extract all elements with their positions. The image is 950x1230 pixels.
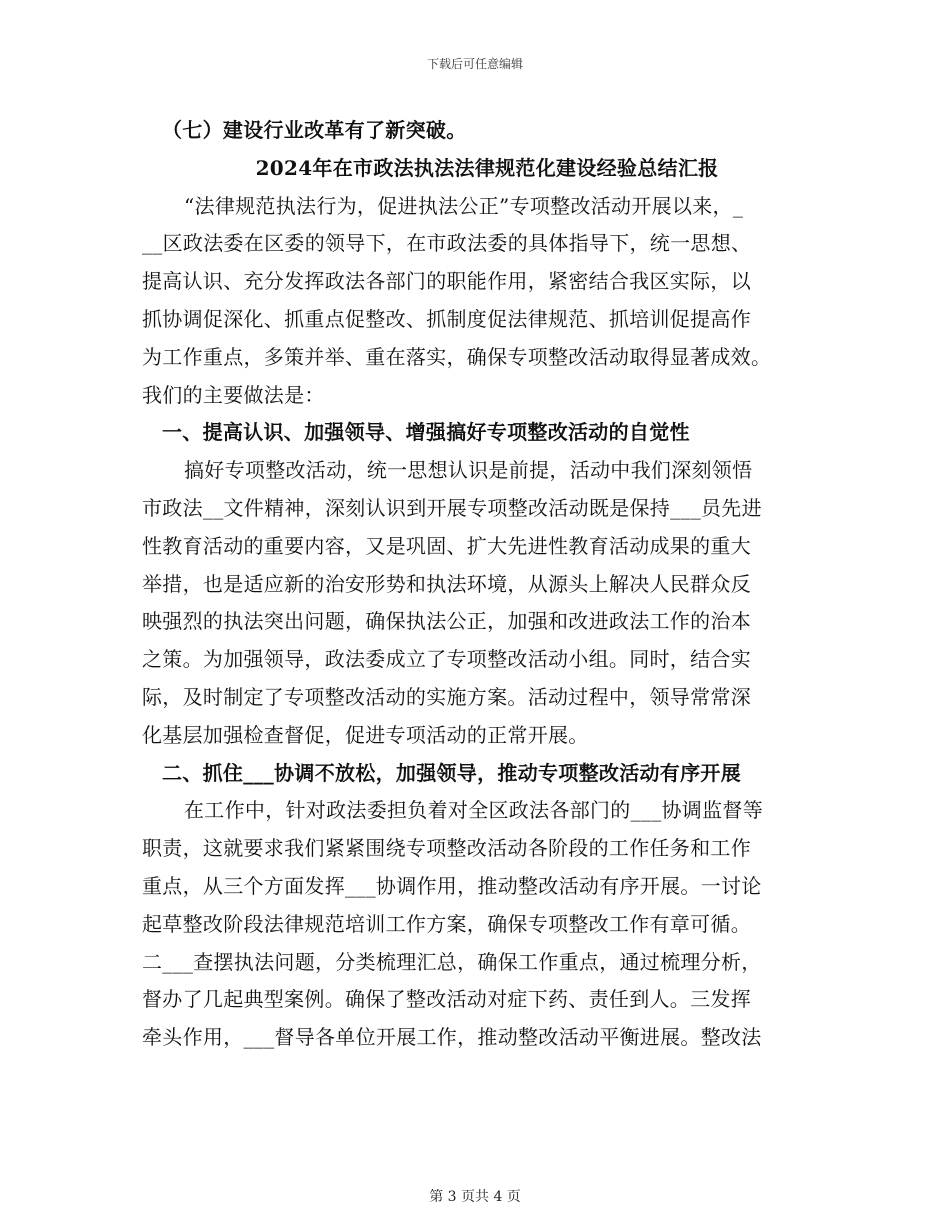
page-footer: 第 3 页共 4 页	[429, 1189, 521, 1205]
paragraph-line: 牵头作用，___督导各单位开展工作，推动整改活动平衡进展。整改法	[142, 1025, 762, 1050]
paragraph-line: 搞好专项整改活动，统一思想认识是前提，活动中我们深刻领悟	[184, 458, 753, 483]
intro-paragraph	[142, 188, 832, 415]
section-1-heading: 一、提高认识、加强领导、增强搞好专项整改活动的自觉性	[162, 420, 690, 445]
paragraph-line: 提高认识、充分发挥政法各部门的职能作用，紧密结合我区实际，以	[142, 269, 751, 294]
header-note: 下载后可任意编辑	[426, 57, 523, 71]
paragraph-line: 化基层加强检查督促，促进专项活动的正常开展。	[142, 722, 589, 747]
paragraph-line: 抓协调促深化、抓重点促整改、抓制度促法律规范、抓培训促提高作	[142, 306, 751, 331]
document-title: 2024年在市政法执法法律规范化建设经验总结汇报	[255, 155, 719, 180]
paragraph-line: 为工作重点，多策并举、重在落实，确保专项整改活动取得显著成效。	[142, 344, 772, 369]
paragraph-line: 之策。为加强领导，政法委成立了专项整改活动小组。同时，结合实	[142, 647, 751, 672]
paragraph-line: 起草整改阶段法律规范培训工作方案，确保专项整改工作有章可循。	[142, 911, 751, 936]
paragraph-line: 督办了几起典型案例。确保了整改活动对症下药、责任到人。三发挥	[142, 987, 751, 1012]
section-1-paragraph	[142, 452, 832, 754]
paragraph-line: 我们的主要做法是：	[142, 382, 325, 407]
paragraph-line: 在工作中，针对政法委担负着对全区政法各部门的___协调监督等	[184, 798, 763, 823]
paragraph-line: 职责，这就要求我们紧紧围绕专项整改活动各阶段的工作任务和工作	[142, 836, 751, 861]
paragraph-line: 映强烈的执法突出问题，确保执法公正，加强和改进政法工作的治本	[142, 609, 751, 634]
document-body	[142, 112, 832, 1057]
paragraph-line: “法律规范执法行为，促进执法公正”专项整改活动开展以来，_	[184, 193, 744, 218]
paragraph-line: 市政法__文件精神，深刻认识到开展专项整改活动既是保持___员先进	[142, 495, 762, 520]
paragraph-line: __区政法委在区委的领导下，在市政法委的具体指导下，统一思想、	[142, 231, 752, 256]
paragraph-line: 重点，从三个方面发挥___协调作用，推动整改活动有序开展。一讨论	[142, 873, 762, 898]
paragraph-line: 际，及时制定了专项整改活动的实施方案。活动过程中，领导常常深	[142, 684, 751, 709]
paragraph-line: 举措，也是适应新的治安形势和执法环境，从源头上解决人民群众反	[142, 571, 751, 596]
section-2-heading: 二、抓住___协调不放松，加强领导，推动专项整改活动有序开展	[162, 760, 741, 785]
paragraph-line: 二___查摆执法问题，分类梳理汇总，确保工作重点，通过梳理分析，	[142, 949, 762, 974]
previous-section-heading: （七）建设行业改革有了新突破。	[162, 118, 467, 142]
paragraph-line: 性教育活动的重要内容，又是巩固、扩大先进性教育活动成果的重大	[142, 533, 751, 558]
section-2-paragraph	[142, 792, 832, 1057]
